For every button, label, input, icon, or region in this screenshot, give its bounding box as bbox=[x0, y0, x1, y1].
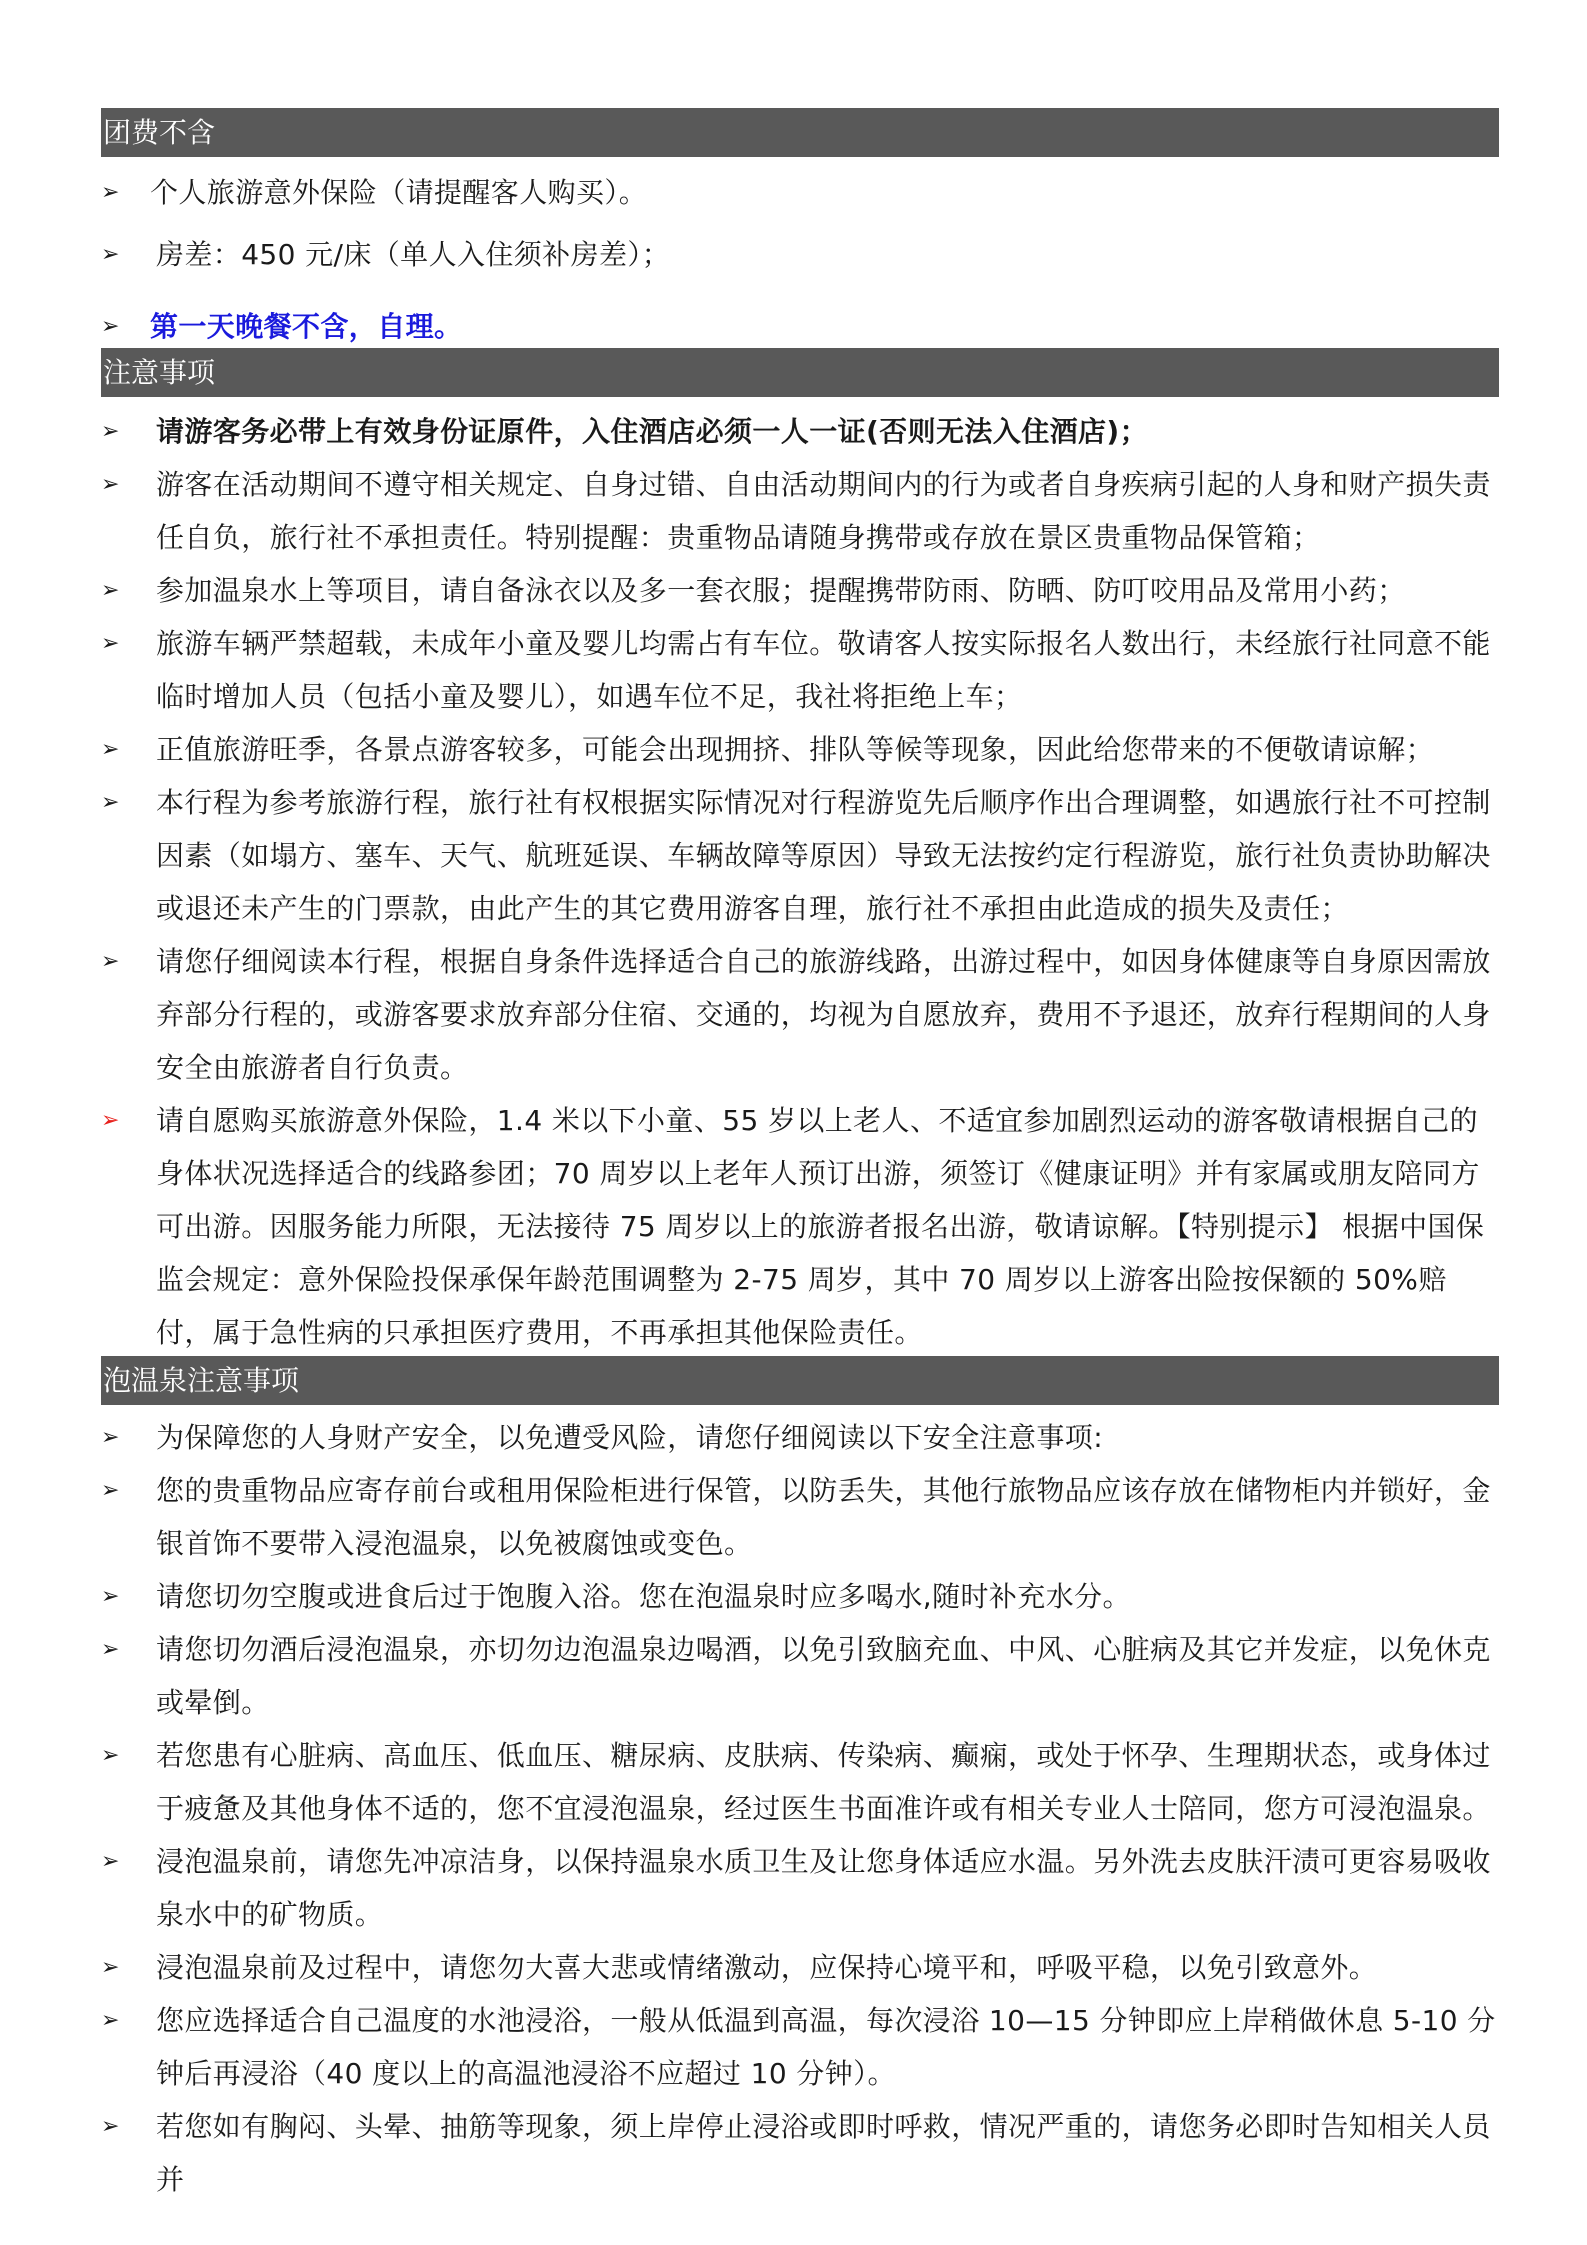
list-item-text: 游客在活动期间不遵守相关规定、自身过错、自由活动期间内的行为或者自身疾病引起的人身和财产损失责任自负，旅行社不承担责任。特别提醒：贵重物品请随身携带或存放在景区贵重物品保管箱； bbox=[156, 468, 1491, 554]
bullet-icon: ➢ bbox=[101, 1478, 120, 1503]
list-item-text: 正值旅游旺季，各景点游客较多，可能会出现拥挤、排队等候等现象，因此给您带来的不便敬请谅解； bbox=[156, 733, 1435, 766]
list-item bbox=[101, 617, 1501, 723]
list-item bbox=[101, 935, 1501, 1094]
list-item-text-emphasis: 第一天晚餐不含，自理。 bbox=[150, 310, 463, 343]
list-item bbox=[101, 1623, 1501, 1729]
bullet-icon: ➢ bbox=[101, 472, 120, 497]
list-item-text: 请您仔细阅读本行程，根据自身条件选择适合自己的旅游线路，出游过程中，如因身体健康等自身原因需放弃部分行程的，或游客要求放弃部分住宿、交通的，均视为自愿放弃，费用不予退还，放弃行程期间的人身安全由旅游者自行负责。 bbox=[156, 945, 1491, 1084]
section-header-notes: 注意事项 bbox=[101, 348, 1499, 397]
list-item-text-bold: 请游客务必带上有效身份证原件，入住酒店必须一人一证(否则无法入住酒店)； bbox=[156, 415, 1148, 448]
bullet-icon: ➢ bbox=[101, 180, 120, 205]
list-item bbox=[101, 1994, 1501, 2100]
list-item-text: 旅游车辆严禁超载，未成年小童及婴儿均需占有车位。敬请客人按实际报名人数出行，未经旅行社同意不能临时增加人员（包括小童及婴儿），如遇车位不足，我社将拒绝上车； bbox=[156, 627, 1491, 713]
list-item bbox=[101, 564, 1501, 617]
list-item-text: 为保障您的人身财产安全，以免遭受风险，请您仔细阅读以下安全注意事项: bbox=[156, 1421, 1104, 1454]
list-item bbox=[101, 776, 1501, 935]
bullet-icon: ➢ bbox=[101, 1743, 120, 1768]
bullet-icon: ➢ bbox=[101, 949, 120, 974]
list-item bbox=[101, 228, 1501, 281]
bullet-icon: ➢ bbox=[101, 2008, 120, 2033]
bullet-icon: ➢ bbox=[101, 578, 120, 603]
list-item-text: 个人旅游意外保险（请提醒客人购买）。 bbox=[150, 176, 648, 209]
bullet-icon: ➢ bbox=[101, 2114, 120, 2139]
bullet-icon: ➢ bbox=[101, 1425, 120, 1450]
list-item bbox=[101, 166, 1501, 219]
bullet-icon: ➢ bbox=[101, 1637, 120, 1662]
list-item-text: 请您切勿酒后浸泡温泉，亦切勿边泡温泉边喝酒，以免引致脑充血、中风、心脏病及其它并发症，以免休克或晕倒。 bbox=[156, 1633, 1491, 1719]
list-item bbox=[101, 1941, 1501, 1994]
list-item-text: 浸泡温泉前及过程中，请您勿大喜大悲或情绪激动，应保持心境平和，呼吸平稳，以免引致意外。 bbox=[156, 1951, 1378, 1984]
bullet-icon: ➢ bbox=[101, 419, 120, 444]
bullet-icon: ➢ bbox=[101, 1955, 120, 1980]
list-item bbox=[101, 1729, 1501, 1835]
list-item-text: 请您切勿空腹或进食后过于饱腹入浴。您在泡温泉时应多喝水,随时补充水分。 bbox=[156, 1580, 1131, 1613]
bullet-icon-red: ➢ bbox=[101, 1108, 120, 1133]
bullet-icon: ➢ bbox=[101, 1849, 120, 1874]
list-item bbox=[101, 1411, 1501, 1464]
list-item-text: 若您患有心脏病、高血压、低血压、糖尿病、皮肤病、传染病、癫痫，或处于怀孕、生理期状态，或身体过于疲惫及其他身体不适的，您不宜浸泡温泉，经过医生书面准许或有相关专业人士陪同，您方可浸泡温泉。 bbox=[156, 1739, 1491, 1825]
bullet-icon: ➢ bbox=[101, 314, 120, 339]
list-item-text: 房差：450 元/床（单人入住须补房差）； bbox=[156, 238, 671, 271]
bullet-icon: ➢ bbox=[101, 737, 120, 762]
list-item-text: 本行程为参考旅游行程，旅行社有权根据实际情况对行程游览先后顺序作出合理调整，如遇旅行社不可控制因素（如塌方、塞车、天气、航班延误、车辆故障等原因）导致无法按约定行程游览，旅行社负责协助解决或退还未产生的门票款，由此产生的其它费用游客自理，旅行社不承担由此造成的损失及责任； bbox=[156, 786, 1491, 925]
list-item bbox=[101, 300, 1501, 353]
list-item bbox=[101, 458, 1501, 564]
list-item bbox=[101, 2100, 1501, 2206]
section-header-hot-spring: 泡温泉注意事项 bbox=[101, 1356, 1499, 1405]
list-item bbox=[101, 1570, 1501, 1623]
section-header-fees-excluded: 团费不含 bbox=[101, 108, 1499, 157]
list-item-text: 参加温泉水上等项目，请自备泳衣以及多一套衣服；提醒携带防雨、防晒、防叮咬用品及常用小药； bbox=[156, 574, 1406, 607]
list-item-text: 若您如有胸闷、头晕、抽筋等现象，须上岸停止浸浴或即时呼救，情况严重的，请您务必即时告知相关人员并 bbox=[156, 2110, 1491, 2196]
list-item-text: 您的贵重物品应寄存前台或租用保险柜进行保管，以防丢失，其他行旅物品应该存放在储物柜内并锁好，金银首饰不要带入浸泡温泉，以免被腐蚀或变色。 bbox=[156, 1474, 1491, 1560]
bullet-icon: ➢ bbox=[101, 790, 120, 815]
list-item bbox=[101, 723, 1501, 776]
list-item bbox=[101, 1835, 1501, 1941]
list-item-text: 浸泡温泉前，请您先冲凉洁身，以保持温泉水质卫生及让您身体适应水温。另外洗去皮肤汗渍可更容易吸收泉水中的矿物质。 bbox=[156, 1845, 1491, 1931]
list-item bbox=[101, 1094, 1501, 1359]
list-item-text: 您应选择适合自己温度的水池浸浴，一般从低温到高温，每次浸浴 10—15 分钟即应上岸稍做休息 5-10 分钟后再浸浴（40 度以上的高温池浸浴不应超过 10 分钟）。 bbox=[156, 2004, 1496, 2090]
bullet-icon: ➢ bbox=[101, 1584, 120, 1609]
list-item bbox=[101, 405, 1501, 458]
bullet-icon: ➢ bbox=[101, 242, 120, 267]
bullet-icon: ➢ bbox=[101, 631, 120, 656]
list-item bbox=[101, 1464, 1501, 1570]
list-item-text: 请自愿购买旅游意外保险，1.4 米以下小童、55 岁以上老人、不适宜参加剧烈运动的游客敬请根据自己的身体状况选择适合的线路参团；70 周岁以上老年人预订出游，须签订《健康证明》并有家属或朋友陪同方可出游。因服务能力所限，无法接待 75 周岁以上的旅游者报名出游，敬请谅解。【特别提示】 根据中国保监会规定：意外保险投保承保年龄范围调整为 2-75 周岁，其中 70 周岁以上游客出险按保额的 50%赔付，属于急性病的只承担医疗费用，不再承担其他保险责任。 bbox=[156, 1104, 1485, 1349]
